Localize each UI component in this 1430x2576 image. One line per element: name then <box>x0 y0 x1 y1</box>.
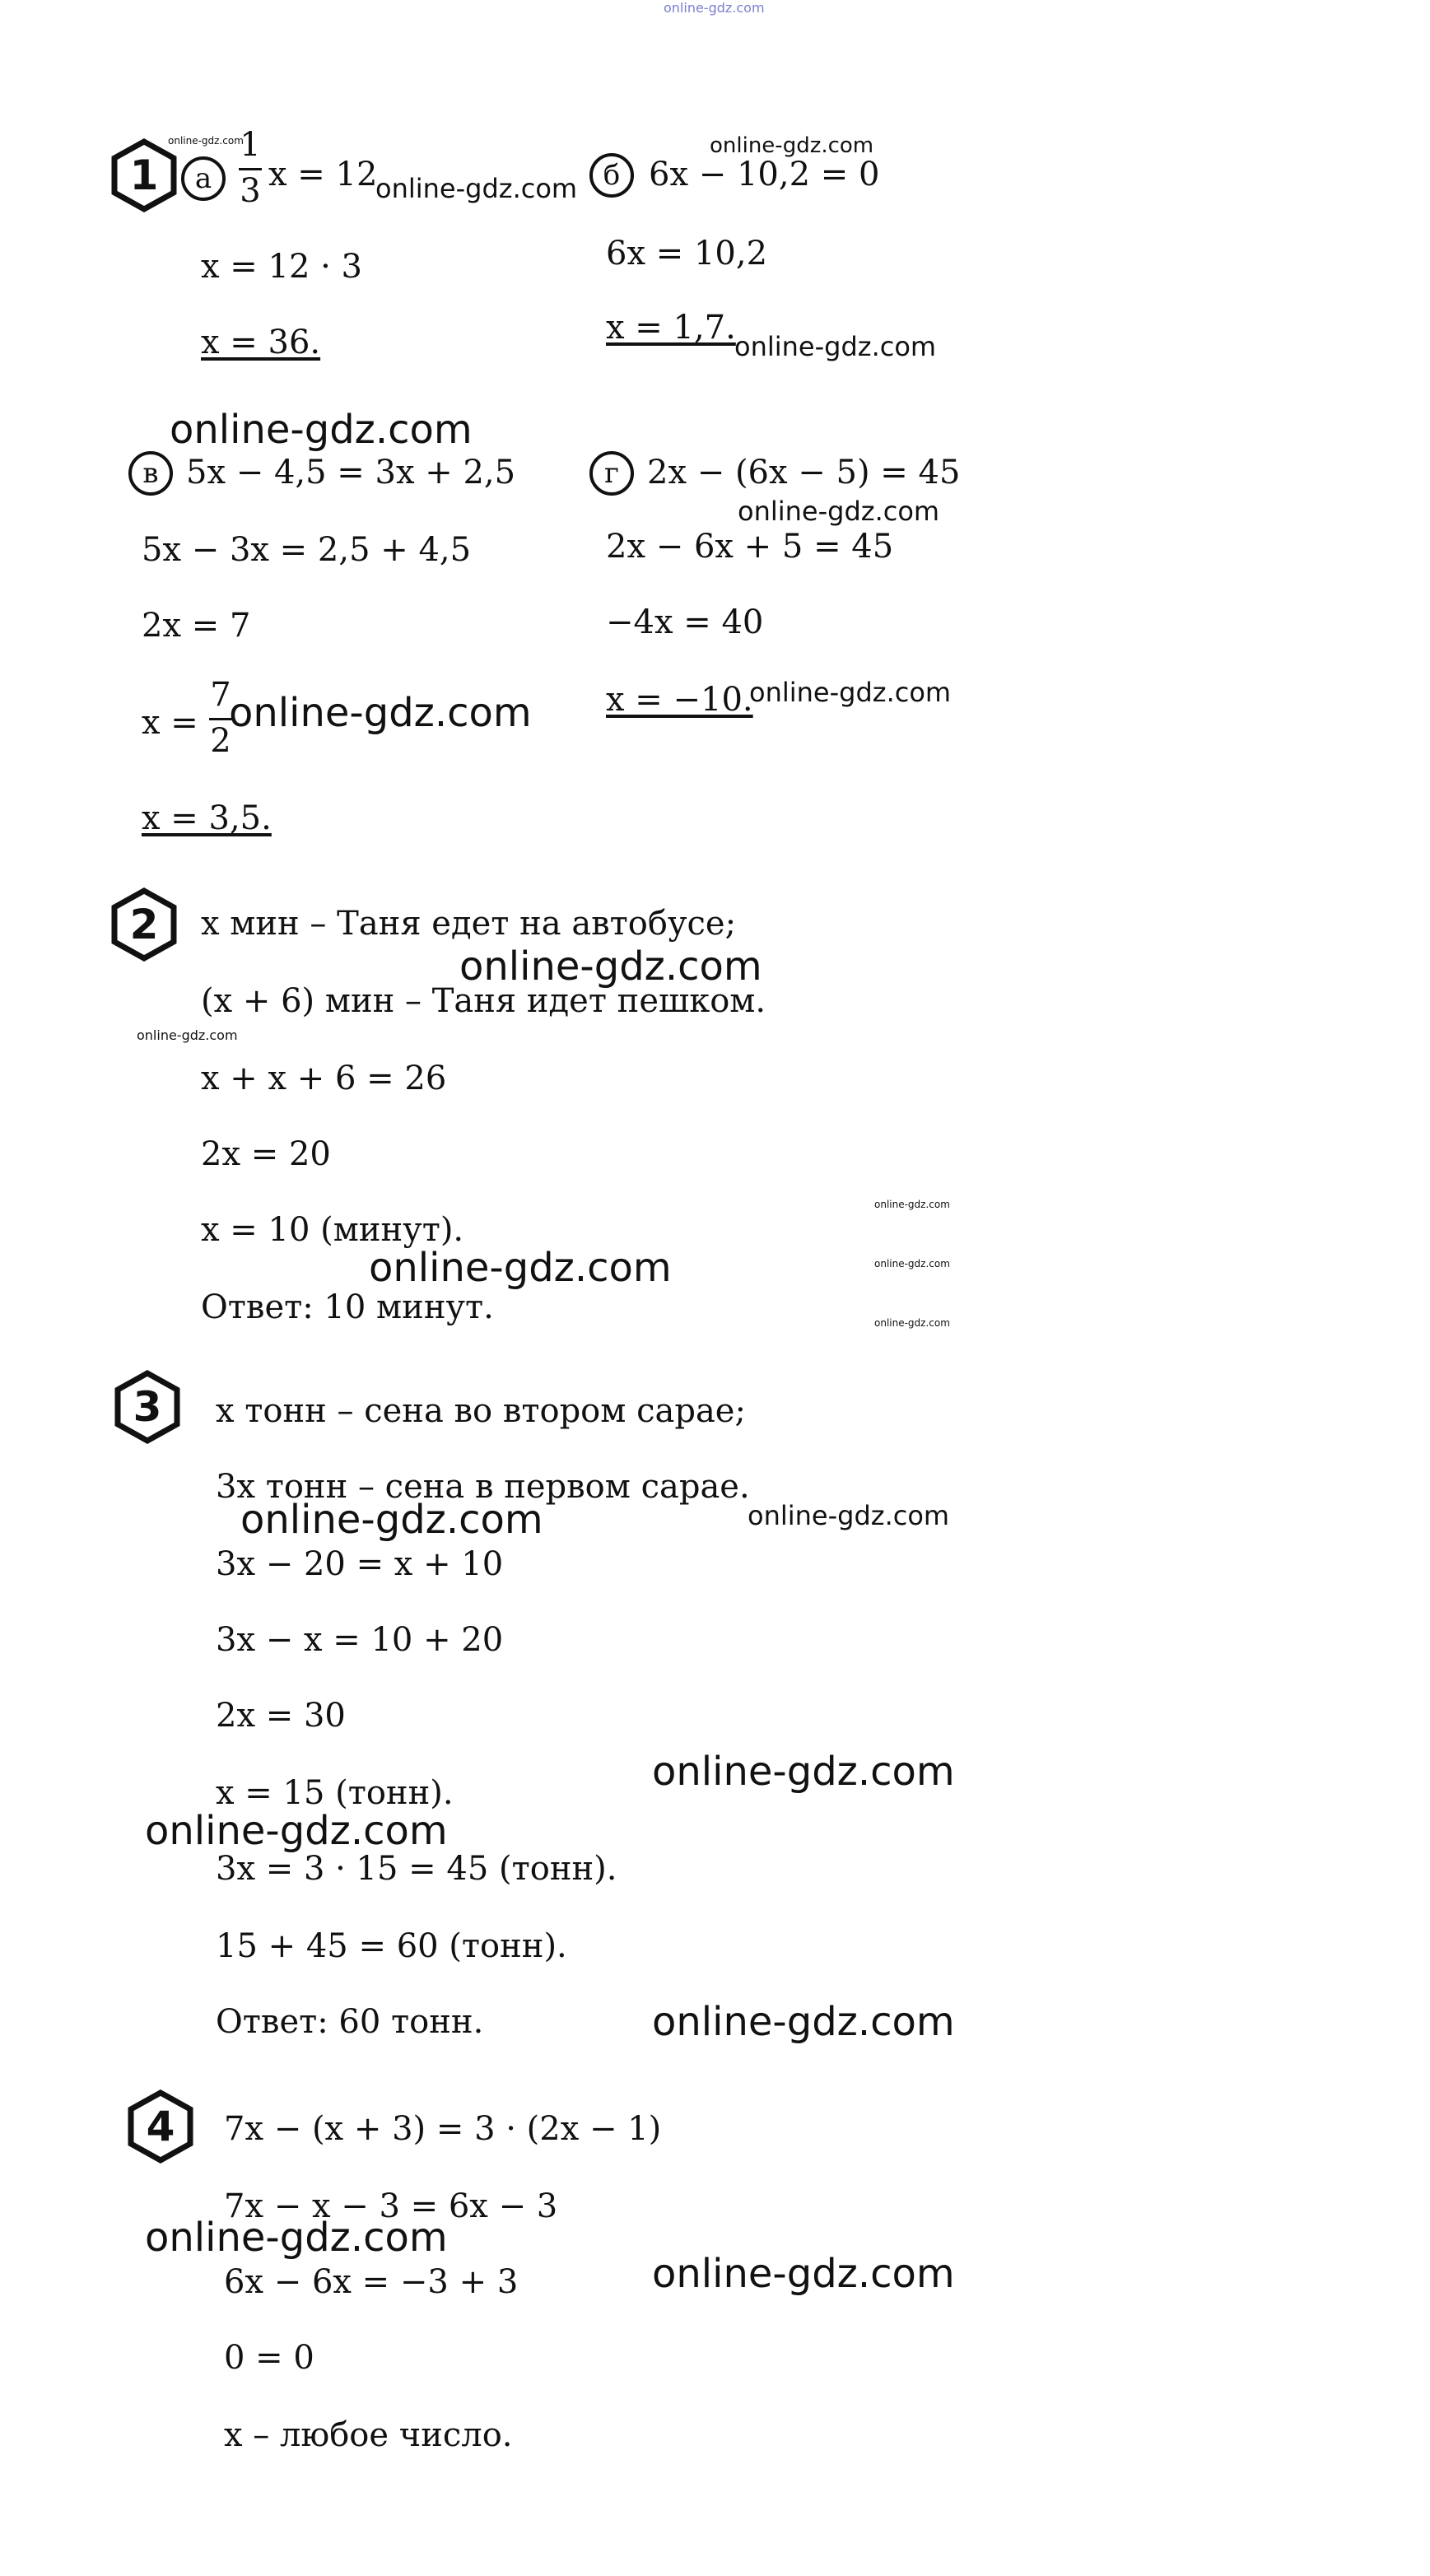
task-3-number: 3 <box>133 1383 162 1431</box>
task-4-equation-4: 0 = 0 <box>224 2339 314 2377</box>
task-2-line-2: (x + 6) мин – Таня идет пешком. <box>201 982 766 1020</box>
task-1a-label: а <box>181 156 226 201</box>
task-2-number: 2 <box>129 901 159 948</box>
task-1v-frac-num: 7 <box>210 676 231 714</box>
task-1v-frac-den: 2 <box>210 722 231 760</box>
watermark: online-gdz.com <box>710 133 874 158</box>
watermark: online-gdz.com <box>137 1027 238 1043</box>
watermark: online-gdz.com <box>240 1497 543 1543</box>
watermark: online-gdz.com <box>738 496 940 527</box>
task-1a-equation-2: x = 12 · 3 <box>201 248 362 286</box>
task-4-number-badge <box>127 2089 194 2164</box>
task-1g-equation-2: 2x − 6x + 5 = 45 <box>606 528 894 566</box>
watermark: online-gdz.com <box>168 135 244 147</box>
task-1v-equation-4-left: x = <box>142 704 198 742</box>
task-3-equation-3: 2x = 30 <box>216 1697 346 1735</box>
task-1-number: 1 <box>129 151 159 199</box>
watermark: online-gdz.com <box>375 173 578 204</box>
task-4-equation-2: 7x − x − 3 = 6x − 3 <box>224 2187 558 2225</box>
task-1g-equation-1: 2x − (6x − 5) = 45 <box>647 454 961 491</box>
watermark: online-gdz.com <box>145 2215 448 2261</box>
task-1g-equation-3: −4x = 40 <box>606 603 764 641</box>
task-1a-frac-den: 3 <box>240 172 261 210</box>
task-2-equation-2: 2x = 20 <box>201 1135 331 1173</box>
task-3-equation-5: 3x = 3 · 15 = 45 (тонн). <box>216 1850 617 1888</box>
task-1b-label: б <box>589 153 634 198</box>
task-1g-label: г <box>589 451 634 496</box>
task-1a-frac-num: 1 <box>240 126 261 164</box>
task-1b-equation-2: 6x = 10,2 <box>606 235 768 273</box>
task-2-line-1: x мин – Таня едет на автобусе; <box>201 905 737 943</box>
watermark: online-gdz.com <box>170 407 473 453</box>
task-2-equation-1: x + x + 6 = 26 <box>201 1060 447 1097</box>
task-1v-answer: x = 3,5. <box>142 799 272 837</box>
watermark: online-gdz.com <box>874 1199 950 1210</box>
watermark: online-gdz.com <box>874 1258 950 1269</box>
task-3-equation-2: 3x − x = 10 + 20 <box>216 1621 504 1659</box>
task-1v-equation-3: 2x = 7 <box>142 607 251 645</box>
task-4-answer: x – любое число. <box>224 2416 513 2454</box>
task-4-equation-1: 7x − (x + 3) = 3 · (2x − 1) <box>224 2110 662 2148</box>
task-2-number-badge <box>110 887 178 962</box>
watermark: online-gdz.com <box>652 2251 955 2297</box>
task-3-equation-6: 15 + 45 = 60 (тонн). <box>216 1927 567 1965</box>
task-1a-answer: x = 36. <box>201 324 321 361</box>
watermark: online-gdz.com <box>734 331 937 362</box>
watermark: online-gdz.com <box>748 1500 950 1531</box>
task-3-equation-4: x = 15 (тонн). <box>216 1774 454 1812</box>
task-3-line-1: x тонн – сена во втором сарае; <box>216 1392 746 1430</box>
task-2-equation-3: x = 10 (минут). <box>201 1211 464 1249</box>
watermark: online-gdz.com <box>145 1808 448 1854</box>
header-watermark: online-gdz.com <box>664 0 765 16</box>
watermark: online-gdz.com <box>459 943 762 990</box>
task-3-number-badge <box>114 1370 181 1444</box>
task-1a-equation-1: x = 12 <box>268 156 378 193</box>
task-2-answer: Ответ: 10 минут. <box>201 1288 494 1326</box>
task-3-line-2: 3x тонн – сена в первом сарае. <box>216 1468 750 1506</box>
watermark: online-gdz.com <box>874 1317 950 1329</box>
task-1v-label: в <box>128 451 173 496</box>
task-3-equation-1: 3x − 20 = x + 10 <box>216 1545 504 1583</box>
task-1b-equation-1: 6x − 10,2 = 0 <box>649 156 880 193</box>
watermark: online-gdz.com <box>652 1999 955 2045</box>
task-1g-answer: x = −10. <box>606 681 753 719</box>
task-1a-frac-bar <box>239 168 262 170</box>
watermark: online-gdz.com <box>652 1749 955 1795</box>
watermark: online-gdz.com <box>749 677 952 708</box>
task-4-equation-3: 6x − 6x = −3 + 3 <box>224 2263 519 2301</box>
task-1v-equation-2: 5x − 3x = 2,5 + 4,5 <box>142 531 472 569</box>
task-1b-answer: x = 1,7. <box>606 309 736 347</box>
watermark: online-gdz.com <box>369 1245 672 1291</box>
task-1v-equation-1: 5x − 4,5 = 3x + 2,5 <box>186 454 516 491</box>
task-1-number-badge <box>110 138 178 212</box>
task-3-answer: Ответ: 60 тонн. <box>216 2003 484 2041</box>
watermark: online-gdz.com <box>229 690 532 736</box>
task-4-number: 4 <box>146 2103 175 2150</box>
